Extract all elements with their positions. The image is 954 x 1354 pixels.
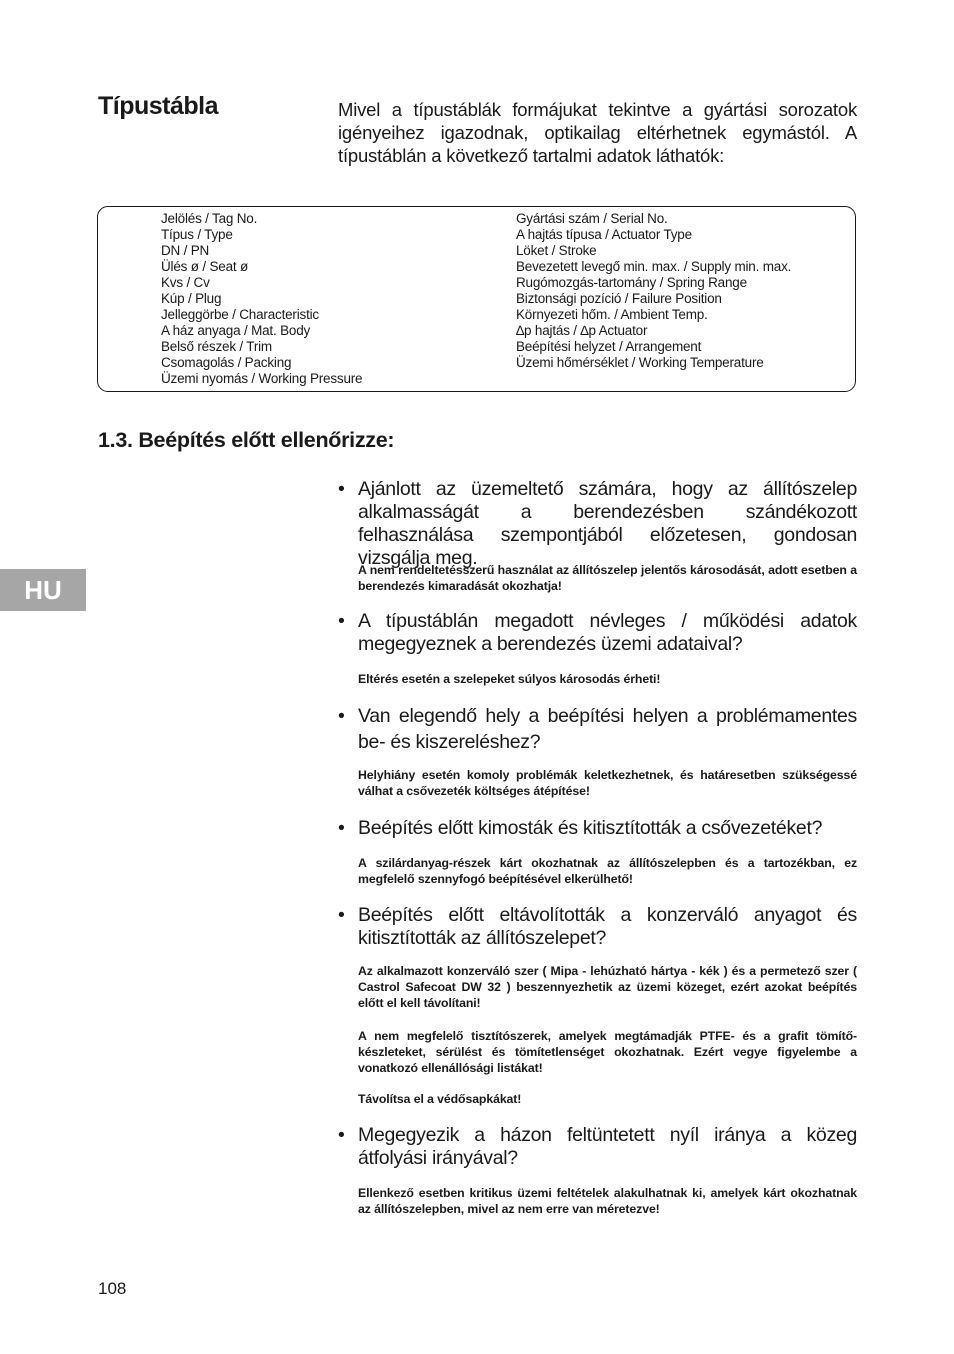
typeplate-heading: Típustábla	[98, 92, 219, 120]
checklist-item	[338, 1124, 857, 1170]
page-number: 108	[98, 1279, 127, 1298]
nameplate-field: Rugómozgás-tartomány / Spring Range	[516, 275, 747, 290]
checklist-question: Van elegendő hely a beépítési helyen a problémamentes be- és kiszereléshez?	[358, 705, 857, 753]
checklist-question: A típustáblán megadott névleges / működési adatok megegyeznek a berendezés üzemi adataival?	[358, 610, 857, 655]
checklist-question: Ajánlott az üzemeltető számára, hogy az állítószelep alkalmasságát a berendezésben szándékozott felhasználása szempontjából előzetesen, gondosan vizsgálja meg.	[358, 478, 857, 569]
language-tab: HU	[0, 569, 86, 611]
section-heading: 1.3. Beépítés előtt ellenőrizze:	[98, 428, 395, 452]
checklist-item	[338, 610, 857, 656]
checklist-item	[338, 904, 857, 950]
checklist-question: Beépítés előtt eltávolították a konzerváló anyagot és kitisztították az állítószelepet?	[358, 904, 857, 949]
nameplate-field: Ülés ø / Seat ø	[161, 259, 249, 274]
nameplate-field: DN / PN	[161, 243, 210, 258]
nameplate-field: Környezeti hőm. / Ambient Temp.	[516, 307, 708, 322]
nameplate-field: A hajtás típusa / Actuator Type	[516, 227, 692, 242]
nameplate-field: Biztonsági pozíció / Failure Position	[516, 291, 722, 306]
nameplate-field: Bevezetett levegő min. max. / Supply min. max.	[516, 259, 792, 274]
warning-note: Helyhiány esetén komoly problémák keletkezhetnek, és határesetben szükségessé válhat a csővezeték költséges átépítése!	[358, 768, 857, 798]
warning-note: A szilárdanyag-részek kárt okozhatnak az állítószelepben és a tartozékban, ez megfelelő szennyfogó beépítésével elkerülhető!	[358, 856, 857, 886]
nameplate-field: Csomagolás / Packing	[161, 355, 292, 370]
nameplate-right-column	[516, 211, 791, 371]
nameplate-field: Üzemi nyomás / Working Pressure	[161, 371, 363, 386]
checklist-item	[338, 817, 857, 840]
warning-note: Távolítsa el a védősapkákat!	[358, 1092, 522, 1106]
nameplate-field: Jelölés / Tag No.	[161, 211, 258, 226]
warning-note: A nem rendeltetésszerű használat az állítószelep jelentős károsodását, adott esetben a berendezés kimaradását okozhatja!	[358, 563, 857, 593]
nameplate-field: Beépítési helyzet / Arrangement	[516, 339, 702, 354]
bullet-icon: •	[338, 478, 345, 500]
nameplate-field: A ház anyaga / Mat. Body	[161, 323, 311, 338]
nameplate-field: Jelleggörbe / Characteristic	[161, 307, 319, 322]
warning-note: A nem megfelelő tisztítószerek, amelyek megtámadják PTFE- és a grafit tömítő-készleteket, sérülést és tömítetlenséget okozhatnak. Ezért vegye figyelembe a vonatkozó ellenállósági listákat!	[358, 1029, 857, 1075]
bullet-icon: •	[338, 1124, 345, 1146]
bullet-icon: •	[338, 904, 345, 926]
nameplate-field: Üzemi hőmérséklet / Working Temperature	[516, 355, 764, 370]
checklist-question: Megegyezik a házon feltüntetett nyíl iránya a közeg átfolyási irányával?	[358, 1124, 857, 1169]
nameplate-left-column	[161, 211, 362, 387]
checklist-item	[338, 478, 857, 570]
nameplate-field: Gyártási szám / Serial No.	[516, 211, 668, 226]
bullet-icon: •	[338, 610, 345, 632]
checklist-item	[338, 703, 857, 755]
nameplate-field: Belső részek / Trim	[161, 339, 272, 354]
nameplate-field: Löket / Stroke	[516, 243, 597, 258]
nameplate-field: ∆p hajtás / ∆p Actuator	[516, 323, 648, 338]
nameplate-box	[97, 206, 856, 392]
warning-note: Eltérés esetén a szelepeket súlyos károsodás érheti!	[358, 672, 661, 686]
checklist-question: Beépítés előtt kimosták és kitisztították a csővezetéket?	[358, 817, 823, 839]
nameplate-field: Típus / Type	[161, 227, 233, 242]
bullet-icon: •	[338, 705, 345, 727]
warning-note: Ellenkező esetben kritikus üzemi feltételek alakulhatnak ki, amelyek kárt okozhatnak az állítószelepben, mivel az nem erre van méretezve!	[358, 1186, 857, 1216]
typeplate-intro: Mivel a típustáblák formájukat tekintve a gyártási sorozatok igényeihez igazodnak, optikailag eltérhetnek egymástól. A típustáblán a következő tartalmi adatok láthatók:	[338, 99, 857, 166]
nameplate-field: Kvs / Cv	[161, 275, 210, 290]
bullet-icon: •	[338, 817, 345, 839]
warning-note: Az alkalmazott konzerváló szer ( Mipa - lehúzható hártya - kék ) és a permetező szer ( Castrol Safecoat DW 32 ) beszennyezhetik az üzemi közeget, ezért azokat beépítés előtt el kell távolítani!	[358, 964, 857, 1010]
nameplate-field: Kúp / Plug	[161, 291, 222, 306]
